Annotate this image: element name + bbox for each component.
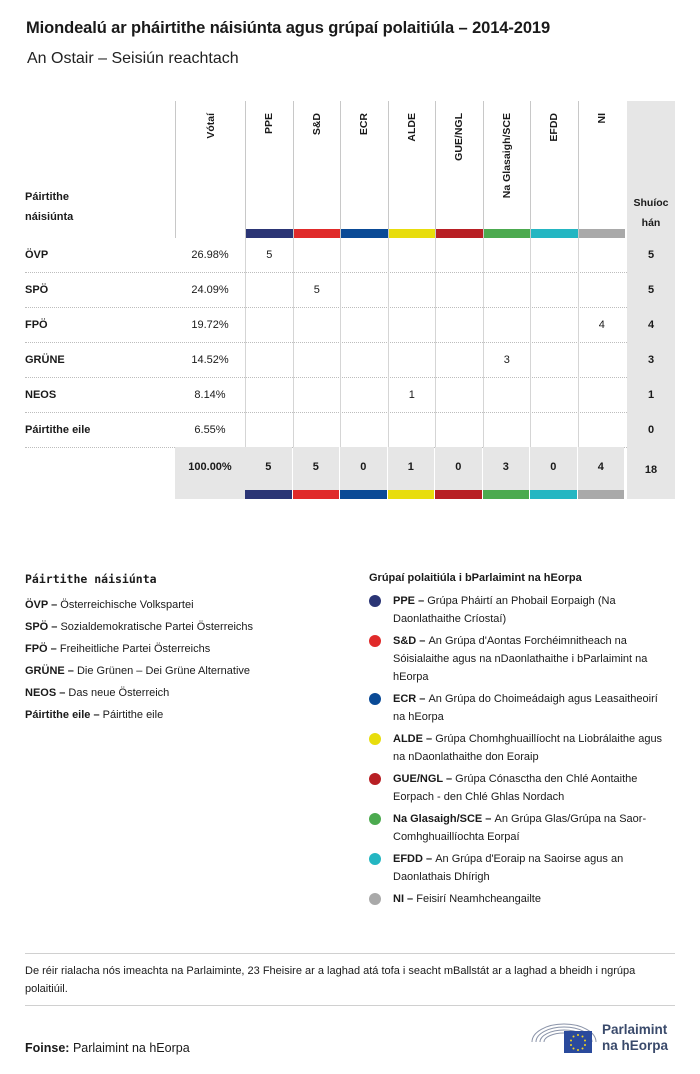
- group-header-label: EFDD: [548, 113, 561, 142]
- legend-name: Grúpa Cónasctha den Chlé Aontaithe Eorpach - den Chlé Ghlas Nordach: [393, 773, 638, 803]
- legend-abbr: NEOS –: [25, 687, 69, 699]
- legend-abbr: ALDE –: [393, 733, 436, 745]
- group-legend-item: [369, 632, 669, 686]
- group-color-dot-icon: [369, 733, 381, 745]
- total-group-seats: 5: [293, 447, 340, 499]
- group-header-label: Na Glasaigh/SCE: [500, 113, 513, 199]
- group-legend-item: [369, 890, 669, 908]
- seats-header-line: hán: [641, 217, 661, 229]
- row-group-cell: [483, 238, 531, 273]
- legend-name: An Grúpa d'Eoraip na Saoirse agus an Daonlathais Dhírigh: [393, 853, 624, 883]
- group-color-bar: [389, 229, 436, 238]
- row-group-cell: [388, 273, 436, 308]
- group-color-dot-icon: [369, 635, 381, 647]
- row-group-cell: [388, 308, 436, 343]
- groups-legend: [369, 572, 669, 912]
- row-group-cell: 1: [388, 378, 436, 413]
- row-group-cell: 5: [293, 273, 341, 308]
- row-party-name: SPÖ: [25, 284, 49, 296]
- group-legend-item: [369, 810, 669, 846]
- row-group-cell: [293, 413, 341, 448]
- legend-abbr: GRÜNE –: [25, 665, 77, 677]
- group-column-header: [578, 101, 626, 238]
- group-column-header: [530, 101, 578, 238]
- row-group-cell: [340, 238, 388, 273]
- group-legend-item: [369, 690, 669, 726]
- row-group-cell: [388, 343, 436, 378]
- legend-abbr: PPE –: [393, 595, 428, 607]
- legend-abbr: Páirtithe eile –: [25, 709, 103, 721]
- logo-line-2: na hEorpa: [602, 1038, 669, 1053]
- row-group-cell: [483, 378, 531, 413]
- legend-name: An Grúpa Glas/Grúpa na Saor-Comhghuaillíochta Eorpaí: [393, 813, 647, 843]
- seats-column-header: [627, 101, 675, 238]
- row-group-cell: [293, 343, 341, 378]
- group-column-header: [388, 101, 436, 238]
- group-color-dot-icon: [369, 773, 381, 785]
- table-row: [25, 308, 675, 343]
- total-group-seats: 0: [435, 447, 482, 499]
- row-seats: 1: [627, 378, 675, 413]
- row-group-cell: [245, 308, 293, 343]
- party-column-header: [25, 187, 73, 227]
- national-legend-item: [25, 594, 345, 616]
- row-group-cell: [245, 413, 293, 448]
- group-color-bar: [531, 229, 578, 238]
- votes-header-label: Vótaí: [204, 113, 217, 139]
- row-group-cell: [435, 273, 483, 308]
- logo-text: [602, 1022, 668, 1054]
- row-group-cell: [483, 273, 531, 308]
- row-group-cell: [483, 308, 531, 343]
- row-group-cell: 3: [483, 343, 531, 378]
- total-group-seats: 3: [483, 447, 530, 499]
- group-color-dot-icon: [369, 813, 381, 825]
- groups-legend-heading: Grúpaí polaitiúla i bParlaimint na hEorpa: [369, 572, 582, 584]
- group-color-bar: [579, 229, 626, 238]
- row-group-cell: [340, 273, 388, 308]
- group-header-label: PPE: [263, 113, 276, 135]
- row-seats: 0: [627, 413, 675, 448]
- row-votes: 19.72%: [191, 319, 229, 331]
- source-label: Foinse:: [25, 1041, 70, 1055]
- legend-name: Páirtithe eile: [102, 709, 164, 721]
- group-color-bar: [484, 229, 531, 238]
- group-header-label: ALDE: [405, 113, 418, 142]
- page-title: Miondealú ar pháirtithe náisiúnta agus grúpaí polaitiúla – 2014-2019: [26, 19, 551, 37]
- national-parties-legend: [25, 572, 345, 726]
- seats-header-line: Shuíoc: [633, 197, 669, 209]
- row-party-name: FPÖ: [25, 319, 48, 331]
- row-group-cell: [388, 238, 436, 273]
- row-group-cell: [340, 378, 388, 413]
- group-header-label: NI: [595, 113, 608, 124]
- group-legend-item: [369, 770, 669, 806]
- national-legend-item: [25, 616, 345, 638]
- group-color-bar: [435, 490, 482, 499]
- row-party-name: Páirtithe eile: [25, 424, 91, 436]
- source-line: [25, 1041, 190, 1055]
- legend-abbr: GUE/NGL –: [393, 773, 456, 785]
- source-value: Parlaimint na hEorpa: [72, 1041, 190, 1055]
- row-group-cell: [340, 343, 388, 378]
- group-color-bar: [483, 490, 530, 499]
- european-parliament-logo: [530, 1016, 680, 1058]
- party-column-header-line: náisiúnta: [25, 211, 74, 223]
- group-header-label: ECR: [358, 113, 371, 136]
- row-group-cell: [293, 378, 341, 413]
- legend-abbr: S&D –: [393, 635, 429, 647]
- row-seats: 5: [627, 238, 675, 273]
- row-group-cell: [388, 413, 436, 448]
- legend-abbr: ECR –: [393, 693, 429, 705]
- national-legend-item: [25, 660, 345, 682]
- row-group-cell: [340, 308, 388, 343]
- group-column-header: [340, 101, 388, 238]
- logo-line-1: Parlaimint: [602, 1022, 668, 1037]
- legend-abbr: SPÖ –: [25, 621, 61, 633]
- table-row: [25, 378, 675, 413]
- table-row: [25, 343, 675, 378]
- legend-abbr: ÖVP –: [25, 599, 61, 611]
- total-votes: 100.00%: [175, 447, 245, 499]
- hemicycle-flag-icon: [530, 1016, 598, 1058]
- group-color-dot-icon: [369, 853, 381, 865]
- row-group-cell: [293, 238, 341, 273]
- table-row: [25, 273, 675, 308]
- group-legend-item: [369, 850, 669, 886]
- total-group-seats: 0: [530, 447, 577, 499]
- group-legend-item: [369, 592, 669, 628]
- row-group-cell: [530, 238, 578, 273]
- group-color-dot-icon: [369, 893, 381, 905]
- row-votes: 6.55%: [194, 424, 226, 436]
- legend-name: Grúpa Chomhghuaillíocht na Liobrálaithe agus na nDaonlathaithe don Eoraip: [393, 733, 663, 763]
- group-color-dot-icon: [369, 693, 381, 705]
- legend-abbr: EFDD –: [393, 853, 436, 865]
- divider: [25, 1005, 675, 1006]
- legend-name: Österreichische Volkspartei: [60, 599, 194, 611]
- row-group-cell: [435, 238, 483, 273]
- legend-abbr: NI –: [393, 893, 417, 905]
- group-color-bar: [341, 229, 388, 238]
- row-group-cell: [578, 343, 626, 378]
- row-group-cell: [578, 273, 626, 308]
- legend-abbr: Na Glasaigh/SCE –: [393, 813, 495, 825]
- total-group-seats: 4: [578, 447, 625, 499]
- national-legend-heading: Páirtithe náisiúnta: [25, 572, 157, 586]
- group-column-header: [483, 101, 531, 238]
- row-group-cell: [435, 343, 483, 378]
- total-seats: 18: [627, 447, 675, 499]
- row-group-cell: [293, 308, 341, 343]
- group-color-dot-icon: [369, 595, 381, 607]
- total-group-seats: 1: [388, 447, 435, 499]
- group-header-label: GUE/NGL: [453, 113, 466, 161]
- group-legend-item: [369, 730, 669, 766]
- legend-name: Freiheitliche Partei Österreichs: [59, 643, 211, 655]
- row-party-name: NEOS: [25, 389, 57, 401]
- national-legend-item: [25, 638, 345, 660]
- row-group-cell: [530, 308, 578, 343]
- group-color-bar: [388, 490, 435, 499]
- row-party-name: ÖVP: [25, 249, 49, 261]
- group-color-bar: [293, 490, 340, 499]
- votes-column-header: [175, 101, 245, 238]
- divider: [25, 953, 675, 954]
- group-color-bar: [294, 229, 341, 238]
- row-group-cell: [530, 273, 578, 308]
- row-group-cell: [578, 413, 626, 448]
- row-group-cell: [435, 413, 483, 448]
- row-group-cell: [578, 238, 626, 273]
- group-color-bar: [578, 490, 625, 499]
- row-group-cell: 4: [578, 308, 626, 343]
- row-group-cell: [530, 343, 578, 378]
- row-group-cell: [578, 378, 626, 413]
- row-group-cell: [530, 413, 578, 448]
- row-group-cell: [340, 413, 388, 448]
- table-row: [25, 238, 675, 273]
- group-color-bar: [340, 490, 387, 499]
- row-group-cell: [435, 308, 483, 343]
- legend-name: Feisirí Neamhcheangailte: [416, 893, 541, 905]
- row-group-cell: [245, 273, 293, 308]
- row-votes: 14.52%: [191, 354, 229, 366]
- legend-name: Die Grünen – Dei Grüne Alternative: [76, 665, 251, 677]
- table-row: [25, 413, 675, 448]
- row-group-cell: [245, 343, 293, 378]
- page-subtitle: An Ostair – Seisiún reachtach: [27, 50, 239, 67]
- row-group-cell: [483, 413, 531, 448]
- total-group-seats: 5: [245, 447, 292, 499]
- group-color-bar: [246, 229, 293, 238]
- group-color-bar: [436, 229, 483, 238]
- group-column-header: [435, 101, 483, 238]
- group-color-bar: [530, 490, 577, 499]
- legend-name: Grúpa Pháirtí an Phobail Eorpaigh (Na Daonlathaithe Críostaí): [393, 595, 616, 625]
- row-seats: 4: [627, 308, 675, 343]
- total-group-seats: 0: [340, 447, 387, 499]
- table-header: [25, 101, 675, 238]
- row-group-cell: 5: [245, 238, 293, 273]
- footnote: De réir rialacha nós imeachta na Parlaiminte, 23 Fheisire ar a laghad atá tofa i seacht mBallstát ar a laghad a bheidh i ngrúpa polaitiúil.: [25, 965, 636, 995]
- row-votes: 26.98%: [191, 249, 229, 261]
- row-group-cell: [245, 378, 293, 413]
- legend-name: An Grúpa do Choimeádaigh agus Leasaitheoirí na hEorpa: [393, 693, 658, 723]
- row-votes: 8.14%: [194, 389, 226, 401]
- legend-name: An Grúpa d'Aontas Forchéimnitheach na Sóisialaithe agus na nDaonlathaithe i bParlaimint na hEorpa: [393, 635, 648, 683]
- group-column-header: [293, 101, 341, 238]
- row-group-cell: [530, 378, 578, 413]
- legend-name: Das neue Österreich: [68, 687, 170, 699]
- group-color-bar: [245, 490, 292, 499]
- row-group-cell: [435, 378, 483, 413]
- row-votes: 24.09%: [191, 284, 229, 296]
- group-column-header: [245, 101, 293, 238]
- row-party-name: GRÜNE: [25, 354, 65, 366]
- row-seats: 3: [627, 343, 675, 378]
- national-legend-item: [25, 704, 345, 726]
- group-header-label: S&D: [310, 113, 323, 136]
- totals-row: [175, 447, 675, 499]
- legend-abbr: FPÖ –: [25, 643, 60, 655]
- national-legend-item: [25, 682, 345, 704]
- legend-name: Sozialdemokratische Partei Österreichs: [60, 621, 254, 633]
- row-seats: 5: [627, 273, 675, 308]
- party-column-header-line: Páirtithe: [25, 191, 70, 203]
